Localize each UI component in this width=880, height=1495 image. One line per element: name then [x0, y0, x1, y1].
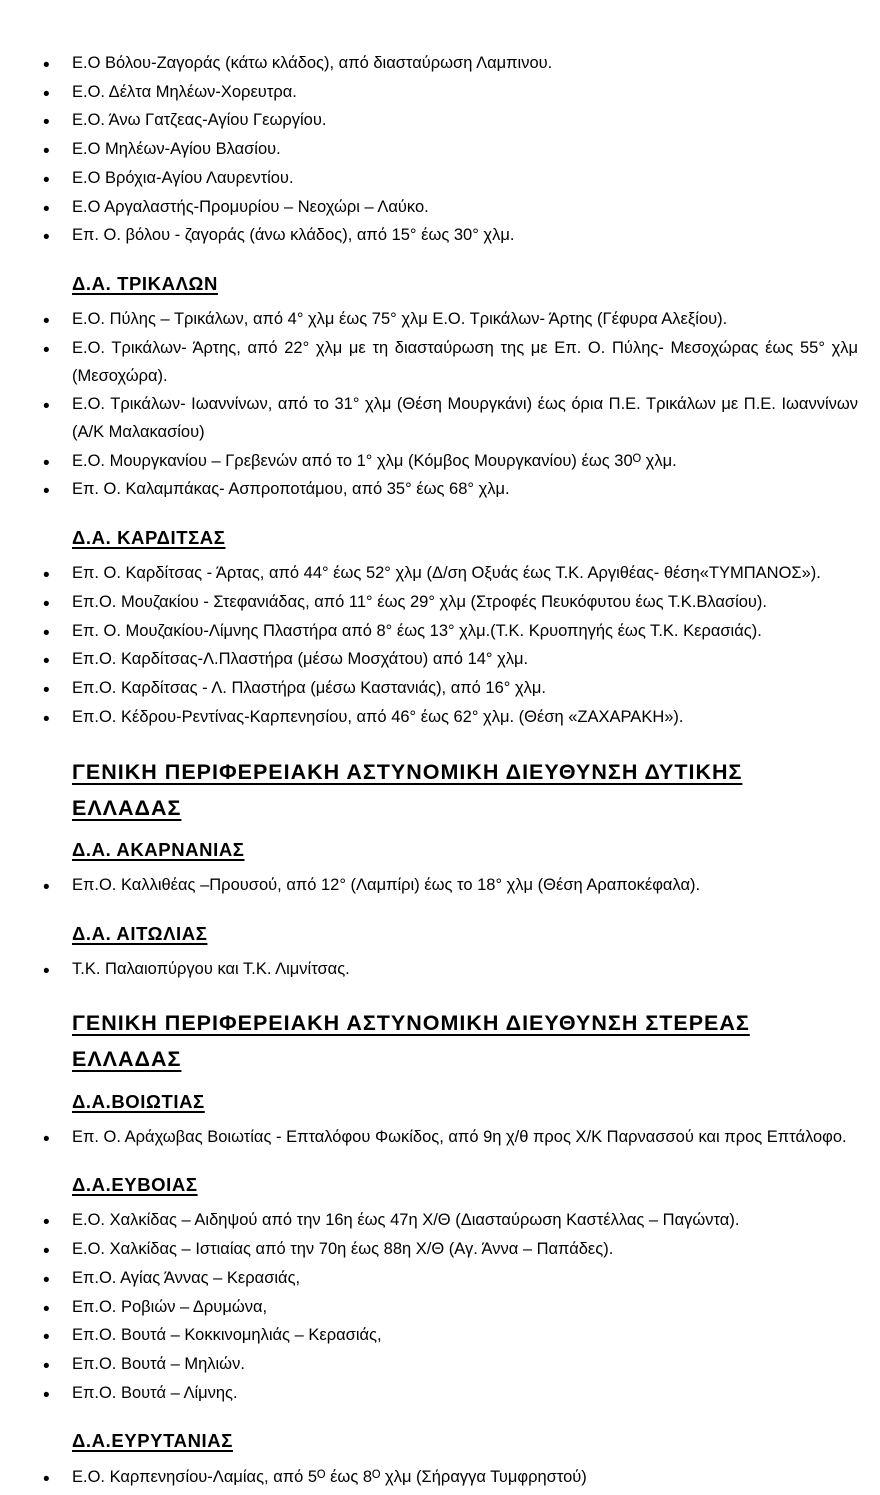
road-item: • Ε.Ο. Μουργκανίου – Γρεβενών από το 1° χλμ (Κόμβος Μουργκανίου) έως 30ᴼ χλμ. [38, 448, 858, 476]
road-item: • Επ.Ο. Καρδίτσας - Λ. Πλαστήρα (μέσω Καστανιάς), από 16° χλμ. [38, 675, 858, 703]
road-item: • Επ.Ο. Βουτά – Κοκκινομηλιάς – Κερασιάς, [38, 1322, 858, 1350]
road-item: • Ε.Ο Μηλέων-Αγίου Βλασίου. [38, 136, 858, 164]
road-item: • Ε.Ο Βρόχια-Αγίου Λαυρεντίου. [38, 165, 858, 193]
road-item: • Ε.Ο. Χαλκίδας – Αιδηψού από την 16η έως 47η Χ/Θ (Διασταύρωση Καστέλλας – Παγώντα). [38, 1207, 858, 1235]
road-item: • Επ.Ο. Βουτά – Μηλιών. [38, 1351, 858, 1379]
trikala-road-list [38, 306, 858, 504]
road-item: • Ε.Ο. Χαλκίδας – Ιστιαίας από την 70η έως 88η Χ/Θ (Αγ. Άννα – Παπάδες). [38, 1236, 858, 1264]
region-heading-sterea-ellada: ΓΕΝΙΚΗ ΠΕΡΙΦΕΡΕΙΑΚΗ ΑΣΤΥΝΟΜΙΚΗ ΔΙΕΥΘΥΝΣΗ ΣΤΕΡΕΑΣ ΕΛΛΑΔΑΣ [72, 1011, 750, 1072]
section-heading-akarnania: Δ.Α. ΑΚΑΡΝΑΝΙΑΣ [72, 838, 245, 860]
section-heading-euboea: Δ.Α.ΕΥΒΟΙΑΣ [72, 1174, 198, 1196]
eurytania-road-list [38, 1464, 858, 1492]
section-heading-eurytania: Δ.Α.ΕΥΡΥΤΑΝΙΑΣ [72, 1430, 233, 1452]
road-item: • Ε.Ο. Δέλτα Μηλέων-Χορευτρα. [38, 79, 858, 107]
boiotia-road-list [38, 1124, 858, 1152]
section-heading-boiotia: Δ.Α.ΒΟΙΩΤΙΑΣ [72, 1090, 205, 1112]
road-item: • Τ.Κ. Παλαιοπύργου και Τ.Κ. Λιμνίτσας. [38, 956, 858, 984]
road-item: • Ε.Ο Βόλου-Ζαγοράς (κάτω κλάδος), από διασταύρωση Λαμπινου. [38, 50, 858, 78]
road-item: • Επ.Ο. Βουτά – Λίμνης. [38, 1380, 858, 1408]
region-heading-west-greece: ΓΕΝΙΚΗ ΠΕΡΙΦΕΡΕΙΑΚΗ ΑΣΤΥΝΟΜΙΚΗ ΔΙΕΥΘΥΝΣΗ ΔΥΤΙΚΗΣ ΕΛΛΑΔΑΣ [72, 759, 743, 820]
road-item: • Επ. Ο. Καρδίτσας - Άρτας, από 44° έως 52° χλμ (Δ/ση Οξυάς έως Τ.Κ. Αργιθέας- θέση«ΤΥΜΠΑΝΟΣ»). [38, 560, 858, 588]
section-heading-aitolia: Δ.Α. ΑΙΤΩΛΙΑΣ [72, 922, 208, 944]
karditsa-road-list [38, 560, 858, 731]
road-item: • Επ.Ο. Κέδρου-Ρεντίνας-Καρπενησίου, από 46° έως 62° χλμ. (Θέση «ΖΑΧΑΡΑΚΗ»). [38, 704, 858, 732]
road-item: • Ε.Ο. Πύλης – Τρικάλων, από 4° χλμ έως 75° χλμ Ε.Ο. Τρικάλων- Άρτης (Γέφυρα Αλεξίου). [38, 306, 858, 334]
section-heading-trikala: Δ.Α. ΤΡΙΚΑΛΩΝ [72, 273, 218, 295]
road-item: • Επ.Ο. Αγίας Άννας – Κερασιάς, [38, 1265, 858, 1293]
road-item: • Επ. Ο. Αράχωβας Βοιωτίας - Επταλόφου Φωκίδος, από 9η χ/θ προς Χ/Κ Παρνασσού και προς Επτάλοφο. [38, 1124, 858, 1152]
road-item: • Επ.Ο. Μουζακίου - Στεφανιάδας, από 11° έως 29° χλμ (Στροφές Πευκόφυτου έως Τ.Κ.Βλασίου). [38, 589, 858, 617]
aitolia-road-list [38, 956, 858, 984]
road-item: • Επ. Ο. Μουζακίου-Λίμνης Πλαστήρα από 8° έως 13° χλμ.(Τ.Κ. Κρυοπηγής έως Τ.Κ. Κερασιάς). [38, 618, 858, 646]
road-item: • Επ.Ο. Καλλιθέας –Προυσού, από 12° (Λαμπίρι) έως το 18° χλμ (Θέση Αραποκέφαλα). [38, 872, 858, 900]
road-item: • Επ.Ο. Καρδίτσας-Λ.Πλαστήρα (μέσω Μοσχάτου) από 14° χλμ. [38, 646, 858, 674]
section-heading-karditsa: Δ.Α. ΚΑΡΔΙΤΣΑΣ [72, 527, 226, 549]
road-item: • Ε.Ο. Άνω Γατζεας-Αγίου Γεωργίου. [38, 107, 858, 135]
road-item: • Ε.Ο. Τρικάλων- Άρτης, από 22° χλμ με τη διασταύρωση της με Επ. Ο. Πύλης- Μεσοχώρας έως 55° χλμ (Μεσοχώρα). [38, 335, 858, 390]
road-item: • Επ. Ο. Καλαμπάκας- Ασπροποτάμου, από 35° έως 68° χλμ. [38, 476, 858, 504]
road-item: • Επ. Ο. βόλου - ζαγοράς (άνω κλάδος), από 15° έως 30° χλμ. [38, 222, 858, 250]
road-item: • Ε.Ο. Καρπενησίου-Λαμίας, από 5ᴼ έως 8ᴼ χλμ (Σήραγγα Τυμφρηστού) [38, 1464, 858, 1492]
road-item: • Επ.Ο. Ροβιών – Δρυμώνα, [38, 1294, 858, 1322]
road-item: • Ε.Ο Αργαλαστής-Προμυρίου – Νεοχώρι – Λαύκο. [38, 194, 858, 222]
akarnania-road-list [38, 872, 858, 900]
euboea-road-list [38, 1207, 858, 1407]
road-item: • Ε.Ο. Τρικάλων- Ιωαννίνων, από το 31° χλμ (Θέση Μουργκάνι) έως όρια Π.Ε. Τρικάλων με Π.Ε. Ιωαννίνων (Α/Κ Μαλακασίου) [38, 391, 858, 446]
intro-road-list [38, 50, 858, 250]
